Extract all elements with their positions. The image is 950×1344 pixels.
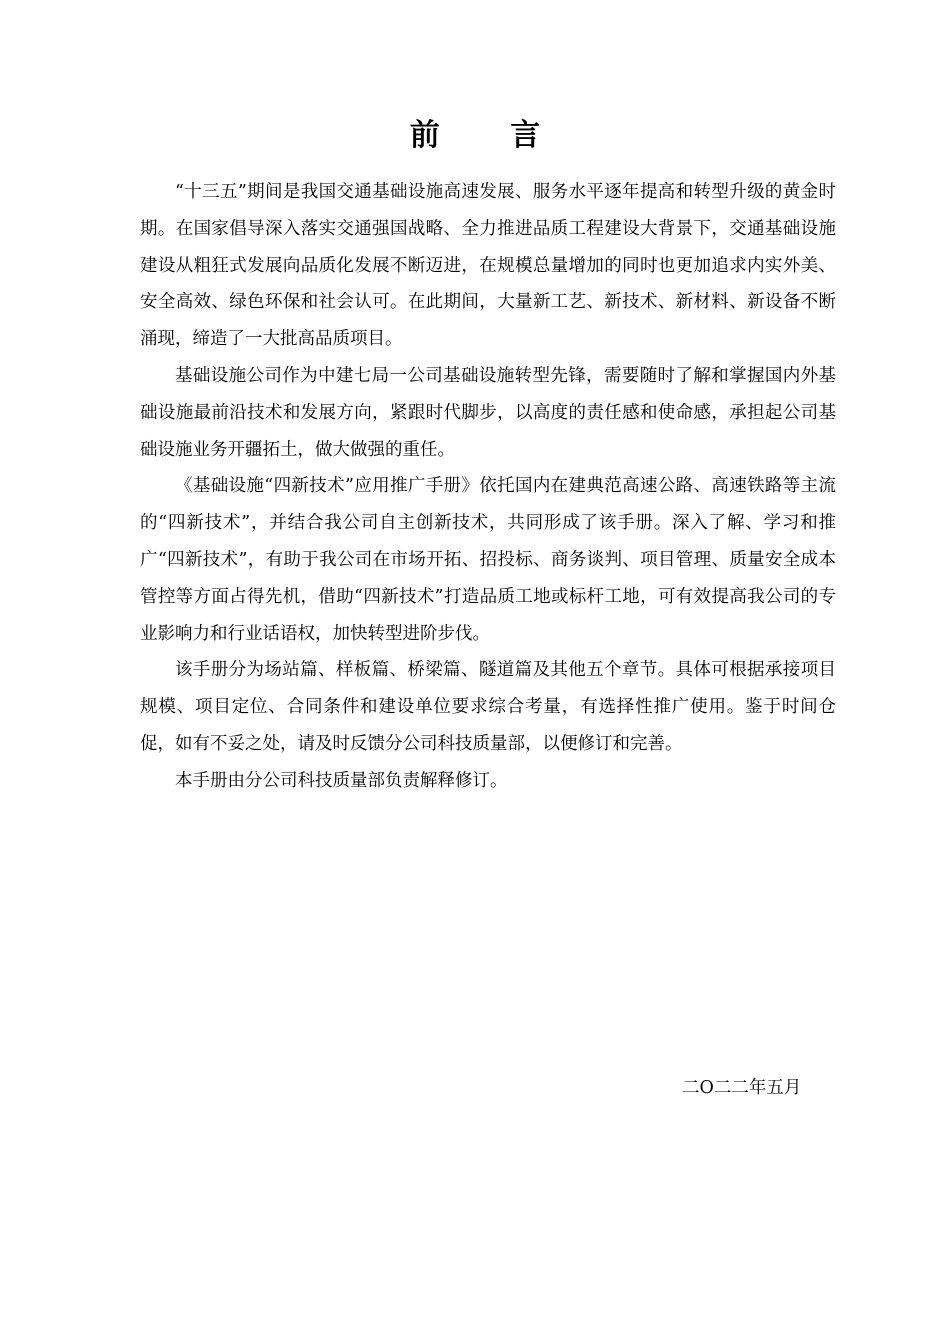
paragraph-4: 该手册分为场站篇、样板篇、桥梁篇、隧道篇及其他五个章节。具体可根据承接项目规模、项目定位、合同条件和建设单位要求综合考量，有选择性推广使用。鉴于时间仓促，如有不妥之处，请及时反馈分公司科技质量部，以便修订和完善。 xyxy=(140,660,836,754)
page-title: 前 言 xyxy=(409,118,571,153)
paragraph-5: 本手册由分公司科技质量部负责解释修订。 xyxy=(175,770,508,791)
paragraph-2: 基础设施公司作为中建七局一公司基础设施转型先锋，需要随时了解和掌握国内外基础设施最前沿技术和发展方向，紧跟时代脚步，以高度的责任感和使命感，承担起公司基础设施业务开疆拓土，做大做强的重任。 xyxy=(140,365,836,460)
paragraph-1: “十三五”期间是我国交通基础设施高速发展、服务水平逐年提高和转型升级的黄金时期。在国家倡导深入落实交通强国战略、全力推进品质工程建设大背景下，交通基础设施建设从粗狂式发展向品质化发展不断迈进，在规模总量增加的同时也更加追求内实外美、安全高效、绿色环保和社会认可。在此期间，大量新工艺、新技术、新材料、新设备不断涌现，缔造了一大批高品质项目。 xyxy=(140,182,836,350)
paragraph-3: 《基础设施“四新技术”应用推广手册》依托国内在建典范高速公路、高速铁路等主流的“四新技术”，并结合我公司自主创新技术，共同形成了该手册。深入了解、学习和推广“四新技术”，有助于我公司在市场开拓、招投标、商务谈判、项目管理、质量安全成本管控等方面占得先机，借助“四新技术”打造品质工地或标杆工地，可有效提高我公司的专业影响力和行业话语权，加快转型进阶步伐。 xyxy=(140,476,836,644)
document-date: 二O二二年五月 xyxy=(682,1078,802,1098)
preface-body xyxy=(140,174,836,800)
